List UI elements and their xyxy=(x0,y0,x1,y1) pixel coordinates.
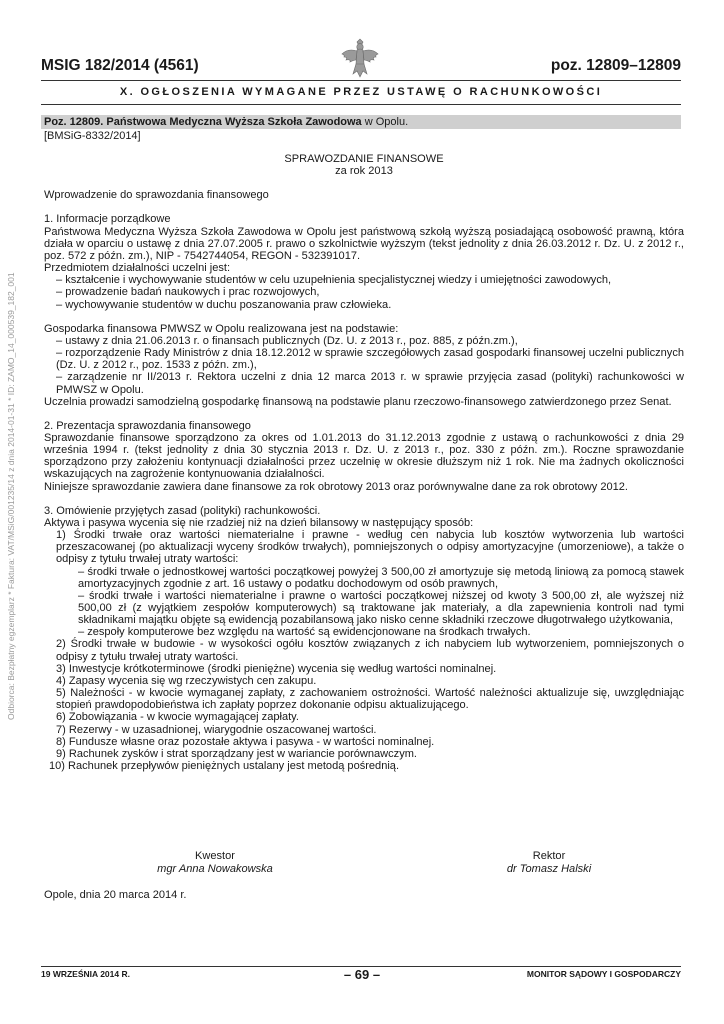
list-item: – wychowywanie studentów w duchu poszanowania praw człowieka. xyxy=(56,298,392,311)
policy-item: 8) Fundusze własne oraz pozostałe aktywa i pasywa - w wartości nominalnej. xyxy=(56,735,435,748)
issue-number: MSIG 182/2014 (4561) xyxy=(41,57,199,74)
list-item: – rozporządzenie Rady Ministrów z dnia 18.12.2012 w sprawie szczegółowych zasad gospodarki finansowej uczelni publicznych (Dz. U. z 2012 r., poz. 1533 z późn. zm.), xyxy=(56,347,684,372)
policy-item: 4) Zapasy wycenia się wg rzeczywistych cen zakupu. xyxy=(56,674,317,687)
document-body xyxy=(44,153,684,772)
policy-item: 9) Rachunek zysków i strat sporządzany jest w wariancie porównawczym. xyxy=(56,747,418,760)
policy-item: 1) Środki trwałe oraz wartości niematerialne i prawne - według cen nabycia lub kosztów wytworzenia lub wartości przeszacowanej (po aktualizacji wyceny środków trwałych), pomniejszonych o odpisy amortyzacyjne (umorzeniowe), a także o odpisy z tytułu trwałej utraty wartości: xyxy=(56,529,684,566)
intro: Wprowadzenie do sprawozdania finansowego xyxy=(44,189,269,202)
doc-title: SPRAWOZDANIE FINANSOWE xyxy=(284,153,444,165)
signature-name: dr Tomasz Halski xyxy=(506,863,592,875)
section3-title: 3. Omówienie przyjętych zasad (polityki) rachunkowości. xyxy=(44,504,321,517)
policy-item: 7) Rezerwy - w uzasadnionej, wiarygodnie oszacowanej wartości. xyxy=(56,723,377,736)
section-title: X. OGŁOSZENIA WYMAGANE PRZEZ USTAWĘ O RACHUNKOWOŚCI xyxy=(119,86,603,98)
section1-closing: Uczelnia prowadzi samodzielną gospodarkę finansową na podstawie planu rzeczowo-finansowego zatwierdzonego przez Senat. xyxy=(44,395,672,408)
section1-title: 1. Informacje porządkowe xyxy=(44,213,171,226)
doc-subtitle: za rok 2013 xyxy=(335,165,393,178)
section1-basis-lead: Gospodarka finansowa PMWSZ w Opolu realizowana jest na podstawie: xyxy=(44,322,399,335)
footer-publication: MONITOR SĄDOWY I GOSPODARCZY xyxy=(526,969,681,979)
signature-right xyxy=(464,850,634,876)
policy-item: 5) Należności - w kwocie wymaganej zapłaty, z zachowaniem ostrożności. Wartość należności aktualizuje się, uwzględniając stopień prawdopodobieństwa ich zapłaty poprzez dokonanie odpisu aktualizującego. xyxy=(56,687,684,712)
page-number: – 69 – xyxy=(343,967,381,982)
notice-heading-bold: Poz. 12809. Państwowa Medyczna Wyższa Szkoła Zawodowa xyxy=(44,116,362,128)
notice-id: [BMSiG-8332/2014] xyxy=(44,130,141,142)
policy-subitem: – zespoły komputerowe bez względu na wartość są ewidencjonowane na środkach trwałych. xyxy=(78,626,531,639)
section1-scope-lead: Przedmiotem działalności uczelni jest: xyxy=(44,262,231,275)
signature-role: Kwestor xyxy=(195,850,235,862)
place-date: Opole, dnia 20 marca 2014 r. xyxy=(44,889,187,901)
section3-lead: Aktywa i pasywa wycenia się nie rzadziej niż na dzień bilansowy w następujący sposób: xyxy=(44,516,474,529)
list-item: – kształcenie i wychowywanie studentów w celu uzupełnienia specjalistycznej wiedzy i umiejętności zawodowych, xyxy=(56,274,612,287)
signature-left xyxy=(140,850,290,876)
footer-date: 19 WRZEŚNIA 2014 R. xyxy=(41,969,130,979)
policy-subitem: – środki trwałe i wartości niematerialne i prawne o wartości początkowej niższej od kwoty 3 500,00 zł, ale wyższej niż 500,00 zł (z wyjątkiem zespołów komputerowych) są traktowane jak materiały, a dla zapewnienia kontroli nad tymi składnikami majątku objęte są ewidencją pozabilansową jako nisko cenne składniki rzeczowe długotrwałego użytkowania, xyxy=(78,589,684,627)
section2-title: 2. Prezentacja sprawozdania finansowego xyxy=(44,419,251,432)
eagle-crest-icon xyxy=(340,38,380,80)
section2-paragraph-2: Niniejsze sprawozdanie zawiera dane finansowe za rok obrotowy 2013 oraz porównywalne dane za rok obrotowy 2012. xyxy=(44,480,628,493)
section2-paragraph: Sprawozdanie finansowe sporządzono za okres od 1.01.2013 do 31.12.2013 zgodnie z ustawą o rachunkowości z dnia 29 września 1994 r. (tekst jednolity z dnia 30 stycznia 2013 r. Dz. U. z 2013 r., poz. 330 z późn. zm.). Roczne sprawozdanie sporządzono przy założeniu kontynuacji działalności przez uczelnię w okresie dłuższym niż 1 rok. Nie ma żadnych okoliczności wskazujących na zagrożenie kontynuowania działalności. xyxy=(44,431,684,481)
section1-paragraph: Państwowa Medyczna Wyższa Szkoła Zawodowa w Opolu jest państwową szkołą wyższą posiadającą osobowość prawną, która działa w oparciu o ustawę z dnia 27.07.2005 r. prawo o szkolnictwie wyższym (tekst jednolity z dnia 26.03.2012 r. Dz. U. z 2012 r., poz. 572 z późn. zm.), NIP - 7542744054, REGON - 532391017. xyxy=(44,225,684,262)
list-item: – zarządzenie nr II/2013 r. Rektora uczelni z dnia 12 marca 2013 r. w sprawie przyjęcia zasad (polityki) rachunkowości w PMWSZ w Opolu. xyxy=(56,371,684,396)
policy-item: 3) Inwestycje krótkoterminowe (środki pieniężne) wycenia się według wartości nominalnej. xyxy=(56,662,497,675)
header-rule xyxy=(41,80,681,81)
policy-item: 2) Środki trwałe w budowie - w wysokości ogółu kosztów związanych z ich nabyciem lub wytworzeniem, pomniejszonych o odpisy z tytułu trwałej utraty wartości. xyxy=(56,638,684,663)
position-number: poz. 12809–12809 xyxy=(550,57,681,74)
signature-name: mgr Anna Nowakowska xyxy=(157,863,273,875)
notice-heading xyxy=(44,115,408,129)
side-watermark-text: Odbiorca: Bezpłatny egzemplarz * Faktura: VAT/MSiG/001235/14 z dnia 2014-01-31 * ID: ZAMO_14_000539_182_001 xyxy=(6,272,16,720)
list-item: – prowadzenie badań naukowych i prac rozwojowych, xyxy=(56,286,320,299)
signature-role: Rektor xyxy=(532,850,566,862)
policy-item: 6) Zobowiązania - w kwocie wymagającej zapłaty. xyxy=(56,711,299,724)
list-item: – ustawy z dnia 21.06.2013 r. o finansach publicznych (Dz. U. z 2013 r., poz. 885, z późn.zm.), xyxy=(56,334,518,347)
policy-subitem: – środki trwałe o jednostkowej wartości początkowej powyżej 3 500,00 zł amortyzuje się metodą liniową za pomocą stawek amortyzacyjnych zgodnie z art. 16 ustawy o podatku dochodowym od osób prawnych, xyxy=(78,565,684,590)
section-rule xyxy=(41,104,681,105)
notice-heading-rest: w Opolu. xyxy=(361,116,409,128)
policy-item: 10) Rachunek przepływów pieniężnych ustalany jest metodą pośrednią. xyxy=(49,760,400,773)
